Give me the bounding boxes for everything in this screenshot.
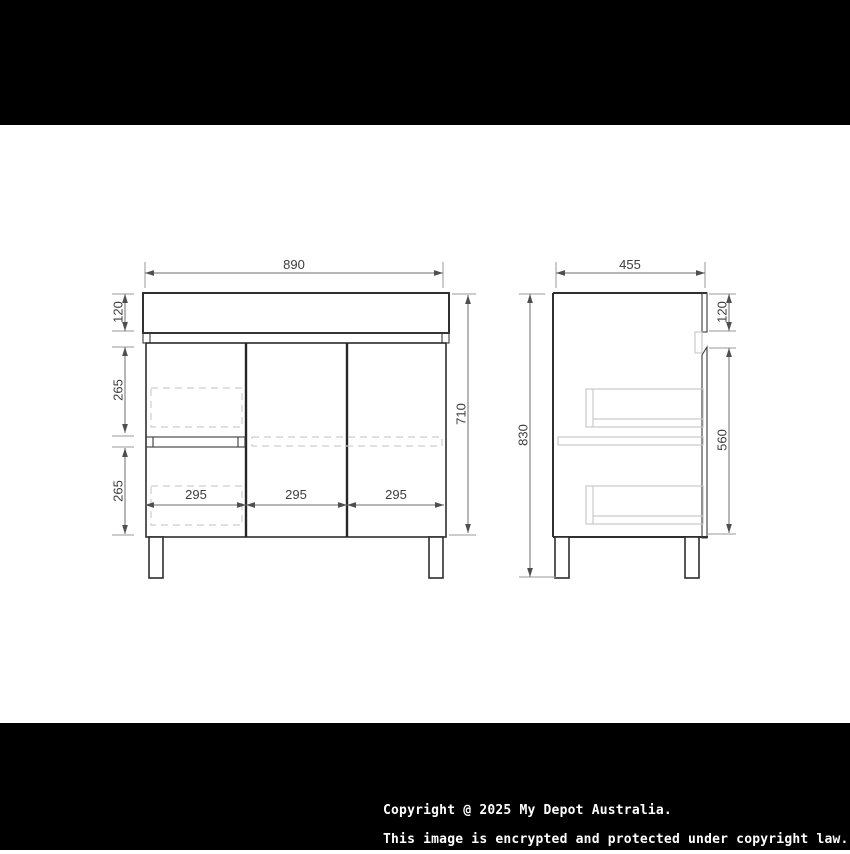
- front-leg-right: [429, 537, 443, 578]
- copyright-line-2: This image is encrypted and protected under copyright law.: [383, 832, 849, 847]
- front-view: [111, 257, 477, 578]
- front-benchtop: [143, 293, 449, 333]
- front-height-dim-label: 710: [453, 403, 469, 425]
- copyright-notice: [383, 796, 849, 854]
- front-top-rail: [143, 333, 449, 343]
- side-leg-left: [555, 537, 569, 578]
- front-upper-drawer-hidden-outline: [151, 388, 242, 427]
- side-door-height-dim-label: 560: [714, 429, 730, 451]
- side-upper-drawer-box: [586, 389, 703, 427]
- side-handle-recess: [695, 332, 702, 353]
- side-top-section-dim-label: 120: [714, 301, 730, 323]
- front-section3-dim-label: 295: [385, 487, 407, 502]
- front-width-dim-label: 890: [283, 257, 305, 272]
- side-depth-dim-label: 455: [619, 257, 641, 272]
- front-section1-dim-label: 295: [185, 487, 207, 502]
- side-view: [516, 257, 737, 578]
- copyright-line-1: Copyright @ 2025 My Depot Australia.: [383, 803, 672, 818]
- side-overall-height-dim-label: 830: [515, 424, 531, 446]
- front-cabinet-body: [146, 343, 446, 537]
- front-leg-left: [149, 537, 163, 578]
- front-lower-drawer-dim-label: 265: [110, 480, 126, 502]
- front-benchtop-dim-label: 120: [110, 301, 126, 323]
- side-leg-right: [685, 537, 699, 578]
- side-mid-shelf: [558, 437, 703, 445]
- side-door-upper-panel: [702, 293, 707, 332]
- front-drawer-divider-strip: [146, 437, 245, 447]
- side-lower-drawer-box: [586, 486, 703, 524]
- front-section2-dim-label: 295: [285, 487, 307, 502]
- front-upper-drawer-dim-label: 265: [110, 379, 126, 401]
